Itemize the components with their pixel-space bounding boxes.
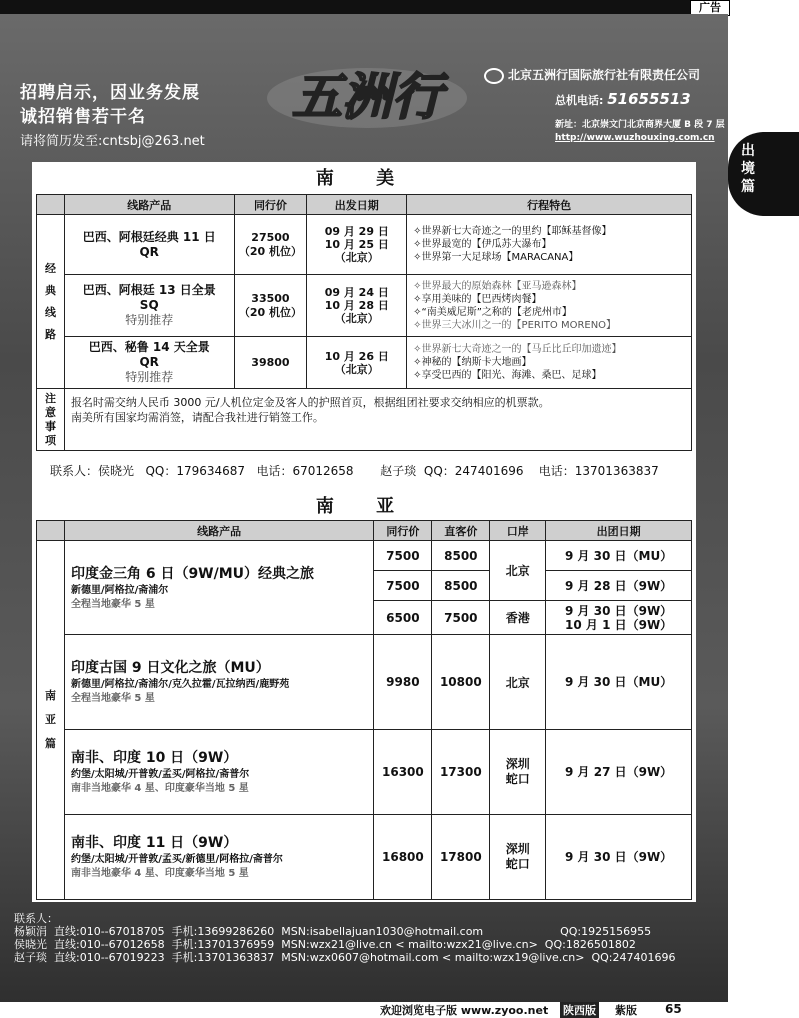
as-header-direct: 直客价 [432, 521, 490, 541]
sa-dates [307, 337, 407, 389]
sa-product-name: 巴西、秘鲁 14 天全景 [88, 340, 210, 354]
as-product-hotel: 南非当地豪华 4 星、印度豪华当地 5 星 [70, 868, 249, 879]
sa-dates [307, 215, 407, 275]
sa-note-label [37, 389, 65, 451]
footer-edition-tag: 陕西版 [560, 1002, 599, 1018]
as-product-cities: 约堡/太阳城/开普敦/孟买/新德里/阿格拉/斋普尔 [70, 854, 283, 865]
as-product [64, 730, 373, 815]
as-date: 9 月 30 日（MU） [546, 541, 692, 571]
as-direct-price: 7500 [432, 601, 490, 635]
sa-header-price: 同行价 [234, 195, 307, 215]
company-name [484, 66, 700, 84]
sa-note-char: 注 [44, 391, 56, 405]
footer-contacts-label: 联系人： [14, 912, 58, 925]
sa-price-value: 39800 [251, 355, 290, 369]
as-direct-price: 10800 [432, 635, 490, 730]
as-group-char: 南 [44, 689, 56, 702]
sa-note-char: 项 [44, 433, 56, 447]
side-tab-label: 出境篇 [741, 143, 755, 195]
sa-features [407, 215, 692, 275]
as-group-char: 篇 [44, 737, 56, 750]
sa-feature: ✧“南美威尼斯”之称的【老虎州市】 [413, 306, 572, 318]
sa-features [407, 337, 692, 389]
as-port-line: 蛇口 [505, 772, 530, 786]
as-date: 10 月 1 日（9W） [565, 617, 673, 632]
side-tab [728, 132, 799, 216]
sa-date: 10 月 25 日 [324, 238, 389, 251]
as-header-product: 线路产品 [64, 521, 373, 541]
footer-contact-line: 侯晓光 直线:010--67012658 手机:13701376959 MSN:wzx21@live.cn < mailto:wzx21@live.cn> QQ:1826501802 [14, 938, 636, 951]
sa-contacts: 联系人：侯晓光 QQ：179634687 电话：67012658 赵子琰 QQ：247401696 电话：13701363837 [50, 464, 659, 478]
sa-product [64, 275, 234, 337]
as-direct-price: 17800 [432, 815, 490, 900]
as-port-line: 深圳 [505, 757, 530, 771]
as-product [64, 815, 373, 900]
address: 新址：北京崇文门北京商界大厦 B 段 7 层 [555, 120, 725, 130]
as-dates [546, 601, 692, 635]
sa-note-char: 意 [44, 405, 56, 419]
as-date: 9 月 28 日（9W） [546, 571, 692, 601]
sa-product [64, 215, 234, 275]
content-panel [32, 162, 696, 902]
sa-header-product: 线路产品 [64, 195, 234, 215]
sa-feature: ✧世界最大的原始森林【亚马逊森林】 [413, 280, 582, 292]
sa-feature: ✧世界最宽的【伊瓜苏大瀑布】 [413, 239, 552, 250]
sa-product-airline: SQ [139, 298, 159, 312]
sa-price [234, 275, 307, 337]
page-number: 65 [665, 1002, 682, 1016]
sa-group-label [37, 215, 65, 389]
as-product-name: 南非、印度 11 日（9W） [70, 835, 238, 851]
sa-date: 10 月 26 日 [324, 349, 389, 363]
as-header-blank [37, 521, 65, 541]
sa-note-char: 事 [44, 419, 56, 433]
as-port [490, 815, 546, 900]
recruit-line-1: 招聘启示，因业务发展 [20, 83, 200, 103]
as-port-line: 蛇口 [505, 857, 530, 871]
sa-note [64, 389, 691, 451]
sa-price-seats: （20 机位） [238, 305, 303, 319]
as-group-char: 亚 [44, 713, 56, 726]
sa-header-features: 行程特色 [407, 195, 692, 215]
phone-number: 51655513 [607, 90, 691, 108]
sa-product-airline: QR [139, 244, 159, 259]
sa-date-city: （北京） [334, 251, 379, 264]
as-date: 9 月 30 日（MU） [546, 635, 692, 730]
sa-feature: ✧享受巴西的【阳光、海滩、桑巴、足球】 [413, 370, 602, 381]
as-date: 9 月 27 日（9W） [546, 730, 692, 815]
as-port: 北京 [490, 541, 546, 601]
as-date: 9 月 30 日（9W） [546, 815, 692, 900]
sa-recommend: 特别推荐 [125, 313, 174, 327]
sa-price [234, 337, 307, 389]
as-product-hotel: 南非当地豪华 4 星、印度豪华当地 5 星 [70, 783, 249, 794]
phone-label: 总机电话: [555, 94, 604, 107]
sa-product-name: 巴西、阿根廷 13 日全景 [82, 283, 216, 297]
phone [555, 90, 691, 108]
sa-product [64, 337, 234, 389]
as-port: 香港 [490, 601, 546, 635]
south-asia-title: 南 亚 [315, 496, 413, 517]
sa-date: 09 月 29 日 [324, 225, 389, 238]
sa-feature: ✧享用美味的【巴西烤肉餐】 [413, 293, 542, 305]
sa-dates [307, 275, 407, 337]
as-product-name: 南非、印度 10 日（9W） [70, 750, 238, 766]
as-peer-price: 9980 [374, 635, 432, 730]
ad-tag: 广告 [690, 0, 730, 16]
company-logo [260, 56, 475, 136]
as-port: 北京 [490, 635, 546, 730]
south-america-title: 南 美 [315, 168, 413, 189]
as-header-port: 口岸 [490, 521, 546, 541]
sa-feature: ✧世界新七大奇迹之一的【马丘比丘印加遗迹】 [413, 344, 622, 355]
as-port-line: 深圳 [505, 842, 530, 856]
sa-feature: ✧世界三大冰川之一的【PERITO MORENO】 [413, 319, 617, 331]
footer-contact-line: 赵子琰 直线:010--67019223 手机:13701363837 MSN:wzx0607@hotmail.com < mailto:wzx19@live.cn> QQ:247401696 [14, 951, 676, 964]
as-direct-price: 17300 [432, 730, 490, 815]
as-product-name: 印度金三角 6 日（9W/MU）经典之旅 [70, 565, 315, 582]
as-direct-price: 8500 [432, 571, 490, 601]
as-header-peer: 同行价 [374, 521, 432, 541]
sa-feature: ✧世界新七大奇迹之一的里约【耶稣基督像】 [413, 226, 612, 237]
sa-feature: ✧神秘的【纳斯卡大地画】 [413, 357, 532, 368]
sa-date-city: （北京） [334, 362, 379, 376]
logo-text: 五洲行 [292, 67, 442, 126]
sa-group-char: 路 [44, 327, 56, 341]
sa-note-line: 报名时需交纳人民币 3000 元/人机位定金及客人的护照首页，根据组团社要求交纳相应的机票款。 [70, 396, 550, 409]
as-peer-price: 7500 [374, 541, 432, 571]
footer-contacts [14, 912, 675, 964]
footer-edition: 紫版 [615, 1004, 637, 1017]
as-product-name: 印度古国 9 日文化之旅（MU） [70, 660, 270, 676]
sa-group-char: 线 [44, 305, 56, 319]
sa-price-seats: （20 机位） [238, 244, 303, 258]
as-product [64, 541, 373, 635]
sa-header-date: 出发日期 [307, 195, 407, 215]
sa-date-city: （北京） [334, 312, 379, 325]
sa-recommend: 特别推荐 [125, 370, 174, 384]
footer-site[interactable]: 欢迎浏览电子版 www.zyoo.net [380, 1004, 549, 1017]
as-product-hotel: 全程当地豪华 5 星 [70, 598, 155, 610]
as-header-date: 出团日期 [546, 521, 692, 541]
website-link[interactable]: http://www.wuzhouxing.com.cn [555, 133, 715, 143]
as-peer-price: 16800 [374, 815, 432, 900]
sa-feature: ✧世界第一大足球场【MARACANA】 [413, 252, 579, 263]
south-asia-table [36, 520, 692, 900]
sa-date: 10 月 28 日 [324, 299, 389, 312]
as-direct-price: 8500 [432, 541, 490, 571]
south-america-table [36, 194, 692, 451]
sa-price-value: 33500 [251, 291, 290, 305]
footer-contact-line: 杨颖涓 直线:010--67018705 手机:13699286260 MSN:isabellajuan1030@hotmail.com QQ:1925156955 [14, 925, 652, 938]
sa-product-airline: QR [139, 355, 159, 369]
as-product-hotel: 全程当地豪华 5 星 [70, 693, 155, 704]
as-peer-price: 7500 [374, 571, 432, 601]
as-peer-price: 6500 [374, 601, 432, 635]
recruit-email: 请将简历发至:cntsbj@263.net [20, 134, 205, 149]
top-bar [0, 0, 728, 14]
as-port [490, 730, 546, 815]
sa-features [407, 275, 692, 337]
sa-header-blank [37, 195, 65, 215]
as-product-cities: 新德里/阿格拉/斋浦尔/克久拉霍/瓦拉纳西/鹿野苑 [70, 679, 290, 690]
as-product-cities: 新德里/阿格拉/斋浦尔 [70, 584, 169, 596]
as-peer-price: 16300 [374, 730, 432, 815]
company-mark-icon [484, 68, 504, 84]
footer-bar [0, 1002, 799, 1017]
sa-date: 09 月 24 日 [324, 286, 389, 299]
sa-price-value: 27500 [251, 230, 290, 244]
sa-price [234, 215, 307, 275]
company-name-text: 北京五洲行国际旅行社有限责任公司 [508, 68, 701, 82]
sa-product-name: 巴西、阿根廷经典 11 日 [82, 229, 216, 244]
sa-note-line: 南美所有国家均需消签，请配合我社进行销签工作。 [70, 411, 324, 424]
sa-group-char: 典 [44, 283, 56, 297]
as-date: 9 月 30 日（9W） [565, 603, 673, 618]
as-product-cities: 约堡/太阳城/开普敦/孟买/阿格拉/斋普尔 [70, 769, 250, 780]
as-group-label [37, 541, 65, 900]
sa-group-char: 经 [44, 261, 56, 275]
recruit-line-2: 诚招销售若干名 [20, 107, 146, 127]
as-product [64, 635, 373, 730]
